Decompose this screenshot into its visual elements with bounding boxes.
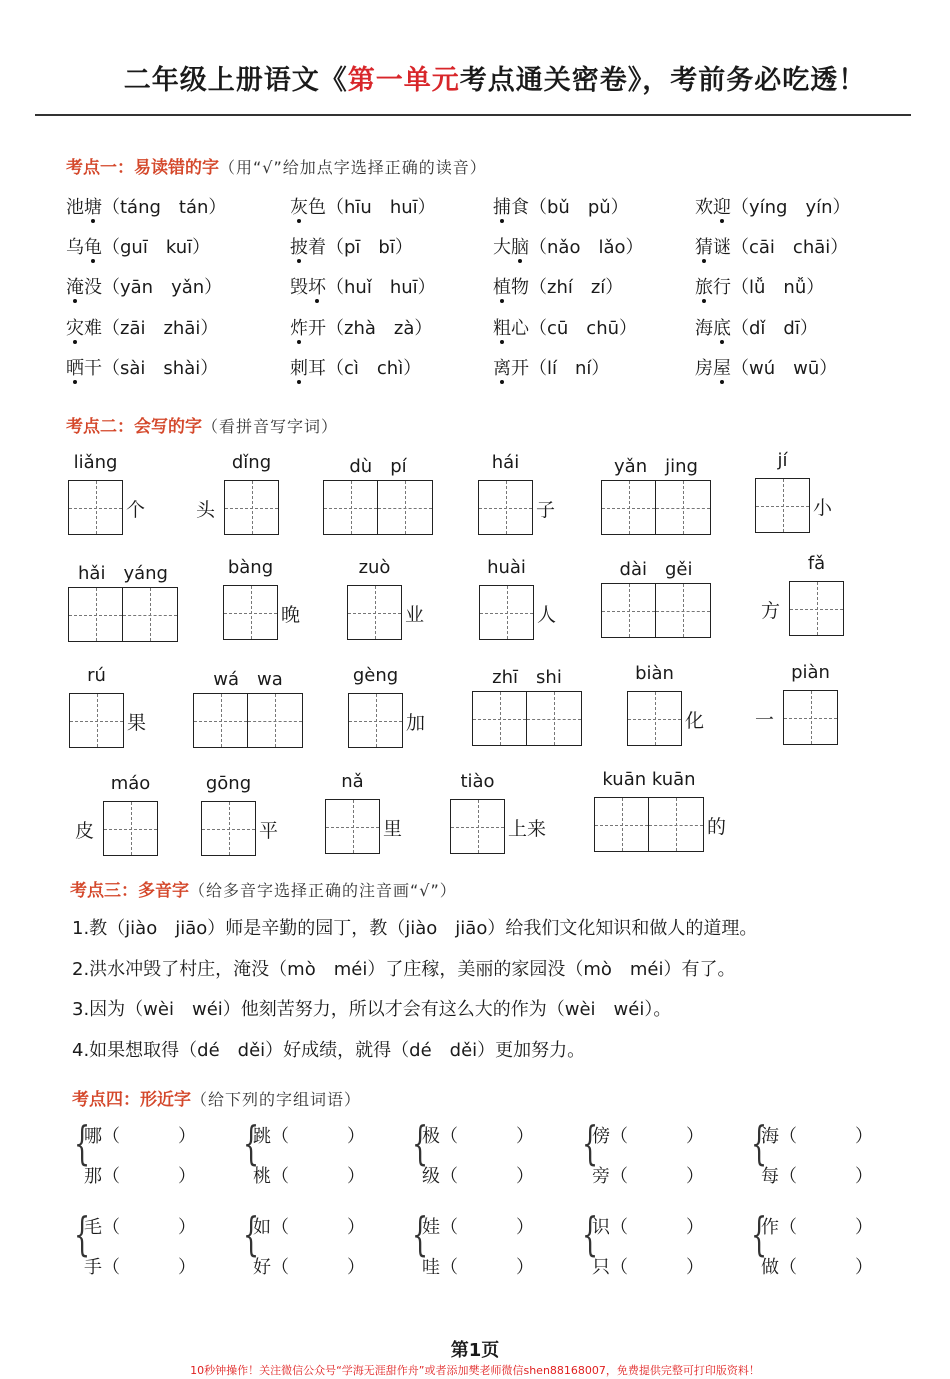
tianzige-cell[interactable]: [323, 480, 378, 535]
writing-grid[interactable]: [783, 690, 838, 745]
word-char-2: 坏: [308, 277, 326, 298]
close-paren: ）: [178, 1217, 196, 1238]
word-char-2: 干: [84, 358, 102, 379]
pinyin-options: （huǐ huī）: [326, 277, 436, 298]
reading-item: [66, 273, 222, 299]
pinyin-options: （táng tán）: [102, 197, 227, 218]
trailing-char: 平: [259, 820, 279, 842]
pinyin-label: liǎng: [73, 452, 118, 473]
sentence-3: 3.因为（wèi wéi）他刻苦努力，所以才会有这么大的作为（wèi wéi）。: [72, 999, 672, 1020]
pinyin-options: （bǔ pǔ）: [529, 197, 629, 218]
word-char-1: 旅: [695, 277, 713, 298]
pinyin-label: nǎ: [341, 771, 364, 792]
writing-grid[interactable]: [478, 480, 533, 535]
word-char-1: 猜: [695, 237, 713, 258]
tianzige-cell[interactable]: [656, 480, 711, 535]
answer-blank[interactable]: [630, 1213, 686, 1237]
word-char-1: 捕: [493, 197, 511, 218]
leading-char: 方: [761, 600, 781, 622]
similar-char: 只（: [592, 1257, 628, 1278]
word-char-2: 着: [308, 237, 326, 258]
word-char-2: 开: [511, 358, 529, 379]
brace-icon: {: [243, 1207, 260, 1261]
answer-blank[interactable]: [460, 1162, 516, 1186]
answer-blank[interactable]: [630, 1122, 686, 1146]
similar-char: 哪（: [84, 1126, 120, 1147]
tianzige-cell[interactable]: [123, 587, 178, 642]
writing-grid[interactable]: [325, 799, 380, 854]
word-char-2: 底: [713, 318, 731, 339]
tianzige-cell[interactable]: [594, 797, 649, 852]
pinyin-options: （wú wū）: [731, 358, 838, 379]
reading-item: [290, 354, 421, 380]
answer-blank[interactable]: [630, 1253, 686, 1277]
brace-icon: {: [74, 1207, 91, 1261]
pinyin-options: （pī bī）: [326, 237, 413, 258]
tianzige-cell[interactable]: [193, 693, 248, 748]
reading-item: [695, 233, 848, 259]
similar-char: 旁（: [592, 1166, 628, 1187]
reading-item: [695, 314, 818, 340]
reading-word: [695, 277, 731, 298]
reading-item: [290, 193, 436, 219]
close-paren: ）: [686, 1217, 704, 1238]
writing-grid[interactable]: [601, 583, 711, 638]
reading-word: [66, 237, 102, 258]
tianzige-cell[interactable]: [601, 583, 656, 638]
close-paren: ）: [855, 1126, 873, 1147]
similar-char: 傍（: [592, 1126, 628, 1147]
tianzige-cell[interactable]: [224, 480, 279, 535]
word-char-1: 海: [695, 318, 713, 339]
word-char-2: 食: [511, 197, 529, 218]
trailing-char: 人: [537, 604, 557, 626]
trailing-char: 的: [707, 816, 727, 838]
section3-heading: 考点三：多音字（给多音字选择正确的注音画“√”）: [70, 881, 457, 901]
brace-icon: {: [412, 1116, 429, 1170]
leading-char: 皮: [75, 820, 95, 842]
page-title: 二年级上册语文《第一单元考点通关密卷》，考前务必吃透！: [123, 65, 867, 96]
pinyin-label: piàn: [791, 662, 830, 683]
similar-char: 识（: [592, 1217, 628, 1238]
reading-word: [493, 197, 529, 218]
word-char-2: 色: [308, 197, 326, 218]
pinyin-label: yǎn jing: [614, 456, 698, 477]
word-char-2: 屋: [713, 358, 731, 379]
writing-grid[interactable]: [347, 585, 402, 640]
answer-blank[interactable]: [122, 1253, 178, 1277]
answer-blank[interactable]: [630, 1162, 686, 1186]
pinyin-options: （sài shài）: [102, 358, 219, 379]
reading-word: [493, 237, 529, 258]
word-char-1: 炸: [290, 318, 308, 339]
tianzige-cell[interactable]: [783, 690, 838, 745]
writing-grid[interactable]: [472, 691, 582, 746]
similar-char: 做（: [761, 1257, 797, 1278]
word-char-2: 龟: [84, 237, 102, 258]
close-paren: ）: [516, 1166, 534, 1187]
sentence-2: 2.洪水冲毁了村庄，淹没（mò méi）了庄稼，美丽的家园没（mò méi）有了。: [72, 959, 736, 980]
reading-word: [66, 318, 102, 339]
reading-word: [66, 358, 102, 379]
pinyin-label: huài: [487, 557, 526, 578]
answer-blank[interactable]: [291, 1162, 347, 1186]
sentence-4: 4.如果想取得（dé děi）好成绩，就得（dé děi）更加努力。: [72, 1040, 586, 1061]
close-paren: ）: [686, 1126, 704, 1147]
word-char-1: 毁: [290, 277, 308, 298]
word-char-2: 耳: [308, 358, 326, 379]
tianzige-cell[interactable]: [755, 478, 810, 533]
similar-char: 哇（: [422, 1257, 458, 1278]
reading-item: [66, 233, 210, 259]
reading-item: [493, 233, 644, 259]
similar-char: 极（: [422, 1126, 458, 1147]
pinyin-label: dǐng: [231, 452, 272, 473]
reading-word: [290, 358, 326, 379]
leading-char: 头: [196, 499, 216, 521]
reading-word: [290, 197, 326, 218]
page-number: 第1页: [450, 1340, 500, 1361]
writing-grid[interactable]: [627, 691, 682, 746]
pinyin-options: （lí ní）: [529, 358, 610, 379]
reading-item: [66, 354, 218, 380]
pinyin-options: （zhà zà）: [326, 318, 433, 339]
writing-grid[interactable]: [601, 480, 711, 535]
title-highlight: 第一单元: [347, 65, 460, 96]
word-char-1: 大: [493, 237, 511, 258]
title-divider: [35, 114, 911, 116]
pinyin-label: rú: [87, 665, 106, 686]
similar-char: 桃（: [253, 1166, 289, 1187]
reading-item: [493, 193, 629, 219]
word-char-1: 池: [66, 197, 84, 218]
reading-word: [695, 318, 731, 339]
pinyin-options: （dǐ dī）: [731, 318, 818, 339]
pinyin-options: （nǎo lǎo）: [529, 237, 644, 258]
pinyin-label: biàn: [635, 663, 674, 684]
close-paren: ）: [855, 1257, 873, 1278]
writing-grid[interactable]: [223, 585, 278, 640]
reading-word: [290, 277, 326, 298]
writing-grid[interactable]: [68, 587, 178, 642]
pinyin-label: zuò: [358, 557, 391, 578]
word-char-2: 物: [511, 277, 529, 298]
word-char-1: 晒: [66, 358, 84, 379]
writing-grid[interactable]: [594, 797, 704, 852]
promo-banner: 10秒钟操作！关注微信公众号“学海无涯甜作舟”或者添加樊老师微信shen88168007，免费提供完整可打印版资料！: [190, 1364, 760, 1377]
writing-grid[interactable]: [193, 693, 303, 748]
similar-char: 好（: [253, 1257, 289, 1278]
word-char-2: 脑: [511, 237, 529, 258]
answer-blank[interactable]: [122, 1213, 178, 1237]
similar-char: 手（: [84, 1257, 120, 1278]
writing-grid[interactable]: [68, 480, 123, 535]
answer-blank[interactable]: [291, 1253, 347, 1277]
word-char-2: 心: [511, 318, 529, 339]
word-char-2: 迎: [713, 197, 731, 218]
pinyin-options: （cū chū）: [529, 318, 638, 339]
tianzige-cell[interactable]: [348, 693, 403, 748]
pinyin-options: （yíng yín）: [731, 197, 851, 218]
pinyin-label: fǎ: [807, 553, 826, 574]
writing-grid[interactable]: [348, 693, 403, 748]
pinyin-label: jí: [777, 450, 788, 471]
tianzige-cell[interactable]: [789, 581, 844, 636]
reading-item: [290, 233, 413, 259]
answer-blank[interactable]: [291, 1213, 347, 1237]
pinyin-options: （cāi chāi）: [731, 237, 849, 258]
section4-heading: 考点四：形近字（给下列的字组词语）: [72, 1090, 362, 1110]
tianzige-cell[interactable]: [68, 587, 123, 642]
close-paren: ）: [855, 1166, 873, 1187]
answer-blank[interactable]: [460, 1122, 516, 1146]
tianzige-cell[interactable]: [201, 801, 256, 856]
word-char-2: 塘: [84, 197, 102, 218]
word-char-1: 淹: [66, 277, 84, 298]
trailing-char: 里: [383, 818, 403, 840]
reading-word: [290, 237, 326, 258]
word-char-2: 没: [84, 277, 102, 298]
reading-word: [493, 277, 529, 298]
writing-grid[interactable]: [789, 581, 844, 636]
tianzige-cell[interactable]: [527, 691, 582, 746]
reading-word: [695, 358, 731, 379]
brace-icon: {: [74, 1116, 91, 1170]
pinyin-options: （guī kuī）: [102, 237, 211, 258]
brace-icon: {: [751, 1116, 768, 1170]
reading-item: [66, 193, 226, 219]
reading-item: [66, 314, 218, 340]
pinyin-label: hái: [491, 452, 520, 473]
pinyin-label: hǎi yáng: [78, 563, 168, 584]
tianzige-cell[interactable]: [68, 480, 123, 535]
writing-grid[interactable]: [224, 480, 279, 535]
tianzige-cell[interactable]: [347, 585, 402, 640]
tianzige-cell[interactable]: [649, 797, 704, 852]
brace-icon: {: [751, 1207, 768, 1261]
reading-word: [695, 197, 731, 218]
pinyin-options: （zhí zí）: [529, 277, 624, 298]
word-char-1: 粗: [493, 318, 511, 339]
word-char-1: 植: [493, 277, 511, 298]
reading-item: [493, 314, 637, 340]
similar-char: 娃（: [422, 1217, 458, 1238]
reading-word: [695, 237, 731, 258]
writing-grid[interactable]: [479, 585, 534, 640]
tianzige-cell[interactable]: [378, 480, 433, 535]
similar-char: 海（: [761, 1126, 797, 1147]
reading-word: [66, 197, 102, 218]
close-paren: ）: [855, 1217, 873, 1238]
writing-grid[interactable]: [69, 693, 124, 748]
reading-word: [66, 277, 102, 298]
close-paren: ）: [686, 1257, 704, 1278]
close-paren: ）: [178, 1126, 196, 1147]
tianzige-cell[interactable]: [656, 583, 711, 638]
word-char-1: 灾: [66, 318, 84, 339]
trailing-char: 化: [685, 710, 705, 732]
pinyin-label: kuān kuān: [602, 769, 696, 790]
word-char-2: 谜: [713, 237, 731, 258]
reading-word: [290, 318, 326, 339]
section2-heading: 考点二：会写的字（看拼音写字词）: [66, 417, 339, 437]
word-char-1: 披: [290, 237, 308, 258]
word-char-1: 离: [493, 358, 511, 379]
sentence-1: 1.教（jiào jiāo）师是辛勤的园丁，教（jiào jiāo）给我们文化知识和做人的道理。: [72, 918, 758, 939]
reading-item: [290, 314, 432, 340]
reading-word: [493, 358, 529, 379]
trailing-char: 个: [126, 499, 146, 521]
tianzige-cell[interactable]: [325, 799, 380, 854]
writing-grid[interactable]: [103, 801, 158, 856]
pinyin-options: （hīu huī）: [326, 197, 436, 218]
similar-char: 作（: [761, 1217, 797, 1238]
reading-item: [695, 354, 837, 380]
pinyin-options: （yān yǎn）: [102, 277, 223, 298]
pinyin-label: wá wa: [213, 669, 283, 690]
answer-blank[interactable]: [122, 1162, 178, 1186]
section1-heading: 考点一：易读错的字（用“√”给加点字选择正确的读音）: [66, 158, 487, 178]
pinyin-label: tiào: [460, 771, 495, 792]
similar-char: 毛（: [84, 1217, 120, 1238]
similar-char: 那（: [84, 1166, 120, 1187]
trailing-char: 果: [127, 712, 147, 734]
tianzige-cell[interactable]: [627, 691, 682, 746]
answer-blank[interactable]: [291, 1122, 347, 1146]
close-paren: ）: [347, 1257, 365, 1278]
reading-item: [290, 273, 436, 299]
close-paren: ）: [347, 1166, 365, 1187]
close-paren: ）: [178, 1257, 196, 1278]
leading-char: 一: [755, 709, 775, 731]
writing-grid[interactable]: [755, 478, 810, 533]
word-char-1: 欢: [695, 197, 713, 218]
brace-icon: {: [582, 1207, 599, 1261]
brace-icon: {: [412, 1207, 429, 1261]
writing-grid[interactable]: [201, 801, 256, 856]
similar-char: 级（: [422, 1166, 458, 1187]
similar-char: 跳（: [253, 1126, 289, 1147]
pinyin-label: dù pí: [349, 456, 407, 477]
word-char-1: 乌: [66, 237, 84, 258]
pinyin-label: dài gěi: [619, 559, 693, 580]
trailing-char: 业: [405, 604, 425, 626]
tianzige-cell[interactable]: [103, 801, 158, 856]
tianzige-cell[interactable]: [450, 799, 505, 854]
writing-grid[interactable]: [450, 799, 505, 854]
tianzige-cell[interactable]: [223, 585, 278, 640]
answer-blank[interactable]: [460, 1253, 516, 1277]
tianzige-cell[interactable]: [248, 693, 303, 748]
word-char-1: 灰: [290, 197, 308, 218]
word-char-2: 行: [713, 277, 731, 298]
close-paren: ）: [686, 1166, 704, 1187]
close-paren: ）: [347, 1217, 365, 1238]
reading-word: [493, 318, 529, 339]
close-paren: ）: [516, 1257, 534, 1278]
pinyin-options: （zāi zhāi）: [102, 318, 219, 339]
word-char-1: 刺: [290, 358, 308, 379]
answer-blank[interactable]: [799, 1162, 855, 1186]
pinyin-label: zhī shi: [492, 667, 562, 688]
trailing-char: 晚: [281, 604, 301, 626]
close-paren: ）: [516, 1126, 534, 1147]
reading-item: [695, 273, 824, 299]
answer-blank[interactable]: [799, 1213, 855, 1237]
pinyin-label: bàng: [227, 557, 274, 578]
close-paren: ）: [178, 1166, 196, 1187]
tianzige-cell[interactable]: [601, 480, 656, 535]
answer-blank[interactable]: [799, 1253, 855, 1277]
reading-item: [493, 273, 623, 299]
tianzige-cell[interactable]: [69, 693, 124, 748]
pinyin-label: gèng: [352, 665, 399, 686]
close-paren: ）: [347, 1126, 365, 1147]
trailing-char: 加: [406, 712, 426, 734]
word-char-1: 房: [695, 358, 713, 379]
similar-char: 每（: [761, 1166, 797, 1187]
answer-blank[interactable]: [122, 1122, 178, 1146]
word-char-2: 难: [84, 318, 102, 339]
writing-grid[interactable]: [323, 480, 433, 535]
reading-item: [695, 193, 851, 219]
pinyin-options: （cì chì）: [326, 358, 422, 379]
word-char-2: 开: [308, 318, 326, 339]
tianzige-cell[interactable]: [472, 691, 527, 746]
pinyin-label: máo: [110, 773, 151, 794]
tianzige-cell[interactable]: [479, 585, 534, 640]
trailing-char: 子: [536, 499, 556, 521]
brace-icon: {: [582, 1116, 599, 1170]
pinyin-options: （lǚ nǚ）: [731, 277, 825, 298]
close-paren: ）: [516, 1217, 534, 1238]
reading-item: [493, 354, 609, 380]
answer-blank[interactable]: [799, 1122, 855, 1146]
brace-icon: {: [243, 1116, 260, 1170]
trailing-char: 上来: [508, 818, 547, 840]
tianzige-cell[interactable]: [478, 480, 533, 535]
answer-blank[interactable]: [460, 1213, 516, 1237]
pinyin-label: gōng: [205, 773, 252, 794]
similar-char: 如（: [253, 1217, 289, 1238]
trailing-char: 小: [813, 497, 833, 519]
